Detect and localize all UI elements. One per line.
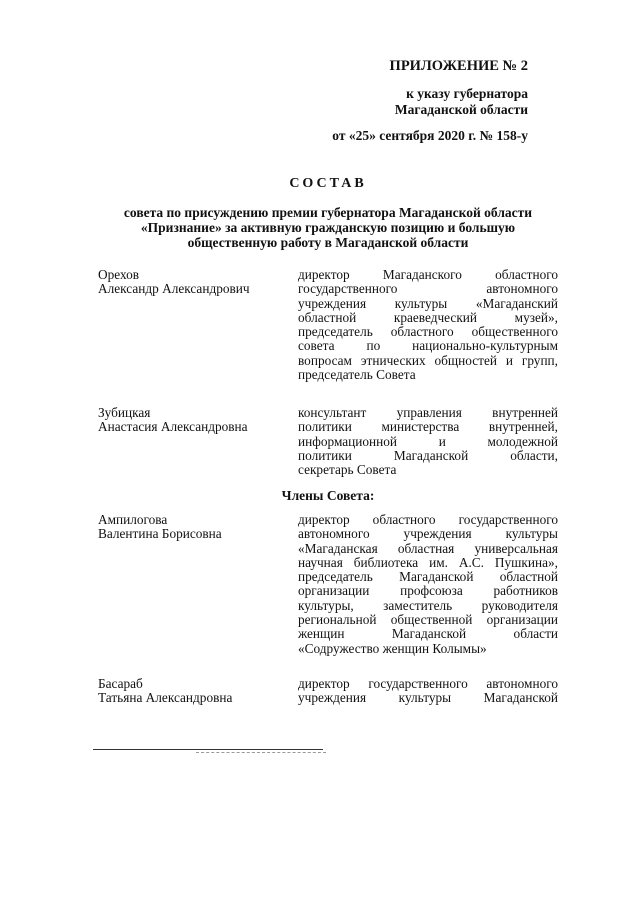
- appendix-header: [268, 58, 528, 144]
- position-line: учреждения культуры Магаданской: [298, 690, 558, 706]
- position-line: автономного учреждения культуры: [298, 526, 558, 542]
- position-line: секретарь Совета: [298, 462, 397, 478]
- position-line: вопросам этнических общностей и групп,: [298, 352, 558, 368]
- position-line: женщин Магаданской области: [298, 626, 558, 642]
- appendix-title: ПРИЛОЖЕНИЕ № 2: [389, 58, 528, 74]
- document-subtitle: [96, 205, 560, 250]
- subtitle-line: «Признание» за активную гражданскую позицию и большую: [140, 220, 516, 235]
- position-line: политики Магаданской области,: [298, 447, 558, 463]
- member-name: [98, 268, 288, 297]
- position-line: директор областного государственного: [298, 512, 558, 527]
- member-position: [298, 677, 558, 706]
- member-surname: Ампилогова: [98, 512, 168, 527]
- position-line: учреждения культуры «Магаданский: [298, 295, 558, 311]
- position-line: культуры, заместитель руководителя: [298, 597, 558, 613]
- member-position: [298, 513, 558, 656]
- position-line: директор Магаданского областного: [298, 267, 558, 282]
- member-given-names: Татьяна Александровна: [98, 690, 233, 706]
- subtitle-line: совета по присуждению премии губернатора Магаданской области: [123, 205, 533, 220]
- position-line: «Магаданская областная универсальная: [298, 540, 558, 556]
- member-given-names: Анастасия Александровна: [98, 419, 248, 435]
- members-section-heading: Члены Совета:: [281, 488, 375, 503]
- position-line: информационной и молодежной: [298, 433, 558, 449]
- position-line: консультант управления внутренней: [298, 405, 558, 420]
- member-surname: Зубицкая: [98, 405, 151, 420]
- position-line: совета по национально-культурным: [298, 338, 558, 354]
- member-position: [298, 268, 558, 382]
- member-surname: Орехов: [98, 267, 140, 282]
- appendix-date: от «25» сентября 2020 г. № 158-у: [332, 128, 528, 143]
- footnote-divider: [93, 749, 323, 750]
- member-name: [98, 677, 288, 706]
- member-given-names: Александр Александрович: [98, 281, 250, 297]
- scan-artifact-line: [196, 752, 326, 753]
- member-surname: Басараб: [98, 676, 143, 691]
- position-line: председатель Магаданской областной: [298, 569, 558, 585]
- position-line: «Содружество женщин Колымы»: [298, 640, 487, 656]
- position-line: государственного автономного: [298, 281, 558, 297]
- position-line: региональной общественной организации: [298, 612, 558, 628]
- member-given-names: Валентина Борисовна: [98, 526, 222, 542]
- position-line: директор государственного автономного: [298, 676, 558, 691]
- subtitle-line: общественную работу в Магаданской области: [187, 235, 469, 250]
- appendix-decree-line: к указу губернатора: [406, 86, 528, 101]
- position-line: организации профсоюза работников: [298, 583, 558, 599]
- position-line: председатель областного общественного: [298, 324, 558, 340]
- position-line: областной краеведческий музей»,: [298, 309, 558, 325]
- member-position: [298, 406, 558, 477]
- member-name: [98, 513, 288, 542]
- position-line: политики министерства внутренней,: [298, 419, 558, 435]
- member-name: [98, 406, 288, 435]
- position-line: научная библиотека им. А.С. Пушкина»,: [298, 554, 558, 570]
- appendix-region-line: Магаданской области: [394, 102, 528, 117]
- position-line: председатель Совета: [298, 367, 416, 383]
- document-title: СОСТАВ: [289, 176, 367, 191]
